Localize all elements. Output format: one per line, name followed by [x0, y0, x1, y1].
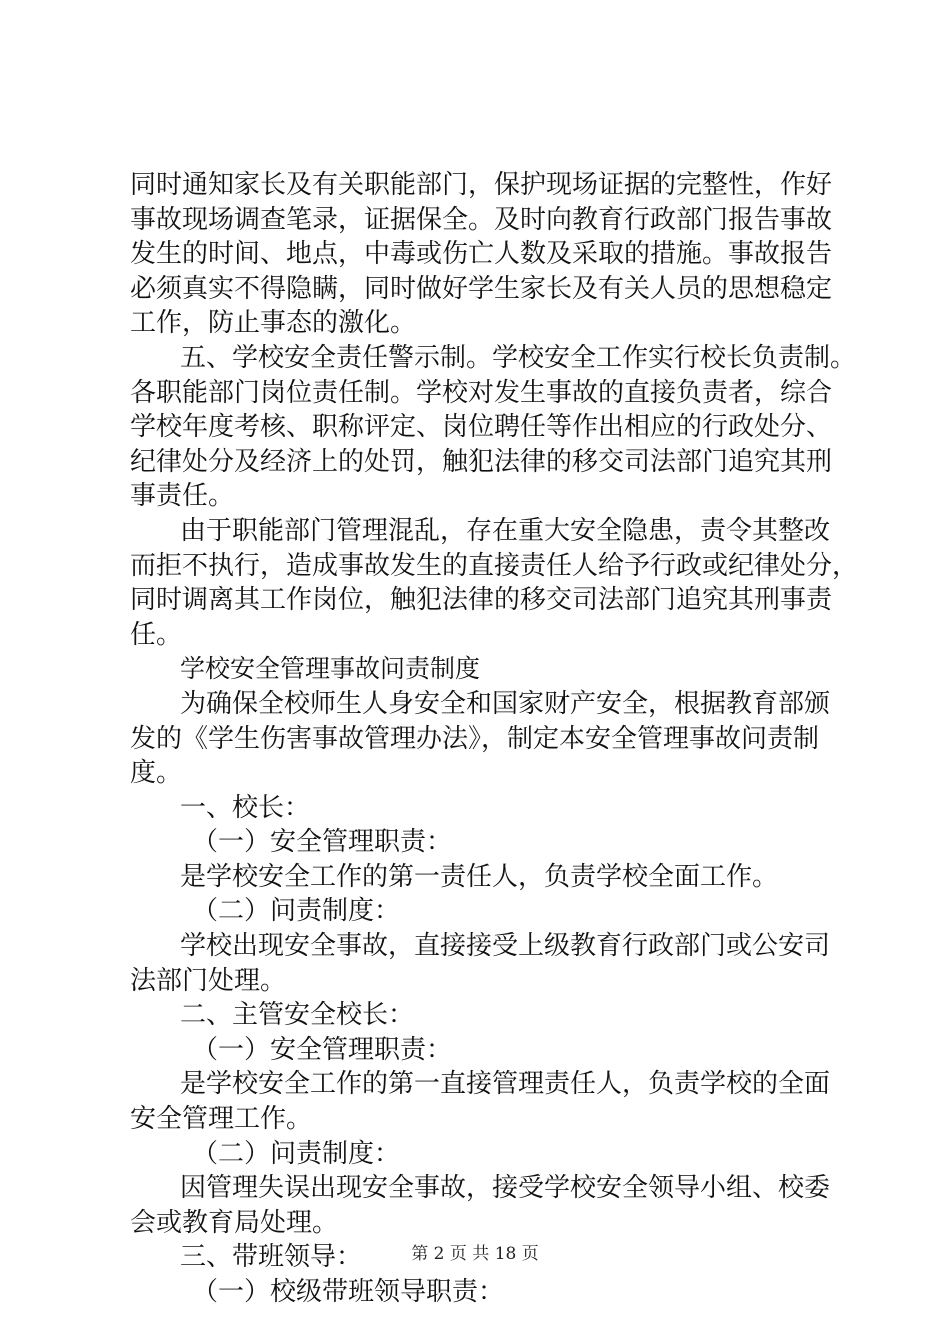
section-title: 学校安全管理事故问责制度: [180, 654, 481, 684]
text-line: （一）安全管理职责：: [192, 827, 453, 858]
text-line: 各职能部门岗位责任制。学校对发生事故的直接负责者，综合: [130, 377, 833, 408]
text-line: 是学校安全工作的第一责任人，负责学校全面工作。: [180, 861, 779, 892]
text-line: 发的《学生伤害事故管理办法》，制定本安全管理事故问责制: [130, 723, 820, 754]
text-line: 五、学校安全责任警示制。学校安全工作实行校长负责制。: [180, 342, 857, 373]
text-line: 事责任。: [130, 481, 235, 512]
text-line: 为确保全校师生人身安全和国家财产安全，根据教育部颁: [180, 688, 831, 719]
text-line: （一）校级带班领导职责：: [192, 1277, 505, 1307]
text-line: 学校年度考核、职称评定、岗位聘任等作出相应的行政处分、: [130, 412, 833, 443]
text-line: 一、校长：: [180, 792, 311, 823]
text-line: 而拒不执行，造成事故发生的直接责任人给予行政或纪律处分，: [130, 550, 859, 581]
text-line: 会或教育局处理。: [130, 1207, 339, 1238]
text-line: 工作，防止事态的激化。: [130, 308, 417, 339]
text-line: 发生的时间、地点，中毒或伤亡人数及采取的措施。事故报告: [130, 239, 833, 270]
text-line: 同时通知家长及有关职能部门，保护现场证据的完整性，作好: [130, 170, 833, 200]
text-line: 因管理失误出现安全事故，接受学校安全领导小组、校委: [180, 1173, 831, 1204]
text-line: 同时调离其工作岗位，触犯法律的移交司法部门追究其刑事责: [130, 585, 833, 616]
text-line: 纪律处分及经济上的处罚，触犯法律的移交司法部门追究其刑: [130, 446, 833, 477]
text-line: 二、主管安全校长：: [180, 1000, 415, 1031]
text-line: 度。: [130, 758, 183, 789]
text-line: （二）问责制度：: [192, 896, 401, 927]
text-line: 学校出现安全事故，直接接受上级教育行政部门或公安司: [180, 931, 831, 962]
text-line: 事故现场调查笔录，证据保全。及时向教育行政部门报告事故: [130, 204, 833, 235]
text-line: 任。: [130, 619, 183, 650]
page-number-footer: 第 2 页 共 18 页: [411, 1244, 539, 1264]
text-line: 必须真实不得隐瞒，同时做好学生家长及有关人员的思想稳定: [130, 273, 833, 304]
text-line: 三、带班领导：: [180, 1242, 363, 1273]
text-line: （二）问责制度：: [192, 1138, 401, 1169]
text-line: （一）安全管理职责：: [192, 1034, 453, 1065]
text-line: 是学校安全工作的第一直接管理责任人，负责学校的全面: [180, 1069, 831, 1100]
text-line: 安全管理工作。: [130, 1104, 313, 1135]
text-line: 由于职能部门管理混乱，存在重大安全隐患，责令其整改: [180, 515, 831, 546]
document-body: [130, 168, 859, 1310]
text-line: 法部门处理。: [130, 965, 287, 996]
